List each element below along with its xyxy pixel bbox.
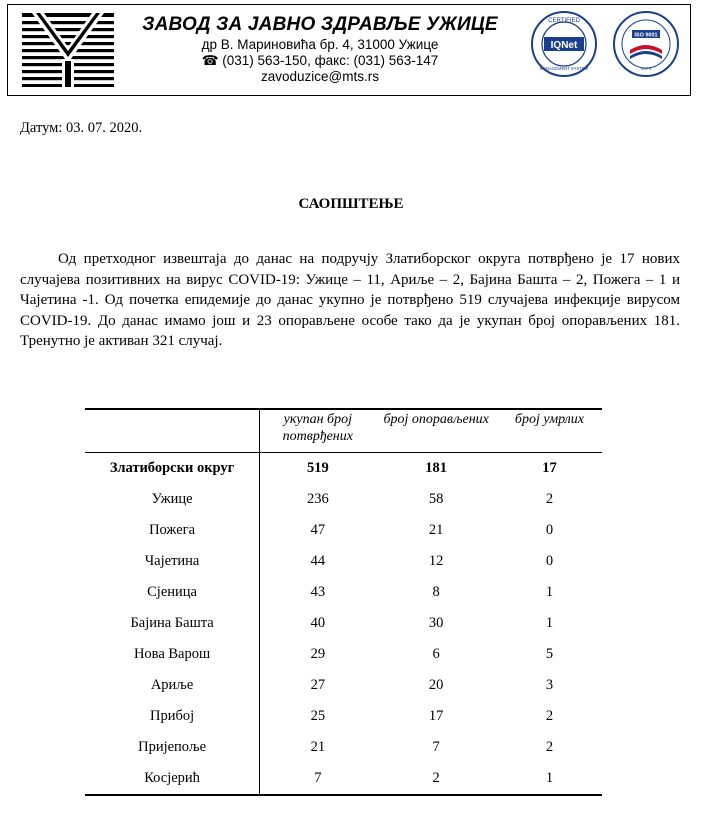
svg-text:ISO 9001: ISO 9001	[634, 32, 658, 39]
total-name: Златиборски округ	[85, 453, 260, 485]
organization-info	[120, 13, 520, 85]
header-municipality	[85, 409, 260, 453]
total-deaths: 17	[497, 453, 602, 485]
table-header-row	[85, 409, 602, 453]
table-row	[85, 515, 602, 546]
deaths-count: 0	[545, 522, 554, 538]
confirmed-count: 40	[310, 615, 326, 631]
confirmed-count: 25	[310, 708, 326, 724]
table-row	[85, 732, 602, 763]
table-row	[85, 484, 602, 515]
municipality-name: Пријепоље	[85, 732, 260, 763]
organization-email: zavoduzice@mts.rs	[261, 69, 379, 84]
municipality-name: Нова Варош	[85, 639, 260, 670]
deaths-count: 1	[497, 763, 602, 795]
table-row	[85, 608, 602, 639]
municipality-name: Бајина Башта	[85, 608, 260, 639]
municipality-name: Чајетина	[85, 546, 260, 577]
table-row	[85, 670, 602, 701]
recovered-count: 2	[375, 763, 496, 795]
organization-name: ЗАВОД ЗА ЈАВНО ЗДРАВЉЕ УЖИЦЕ	[142, 14, 498, 35]
municipality-name: Пожега	[85, 515, 260, 546]
svg-text:IQNet: IQNet	[550, 40, 578, 51]
recovered-count: 7	[432, 739, 440, 755]
svg-text:MANAGEMENT SYSTEM: MANAGEMENT SYSTEM	[539, 66, 589, 71]
confirmed-count: 21	[310, 739, 326, 755]
header-deaths: број умрлих	[514, 412, 584, 427]
svg-text:SRPS: SRPS	[640, 66, 652, 71]
deaths-count: 2	[545, 739, 554, 755]
municipality-name: Косјерић	[85, 763, 260, 795]
document-date: Датум: 03. 07. 2020.	[20, 120, 143, 136]
deaths-count: 2	[545, 708, 554, 724]
announcement-paragraph: Од претходног извештаја до данас на подручју Златиборског округа потврђено је 17 нових случајева позитивних на вирус COVID-19: Ужице – 11, Ариље – 2, Бајина Башта – 2, Пожега – 1 и Чајетина -1. Од почетка епидемије до данас укупно је потврђено 519 случајева инфекције вирусом COVID-19. До данас имамо још и 23 опорављене особе тако да је укупан број опорављених 181. Тренутно је активан 321 случај.	[20, 251, 680, 349]
municipality-name: Ужице	[85, 484, 260, 515]
recovered-count: 21	[428, 522, 444, 538]
deaths-count: 5	[545, 646, 554, 662]
iqnet-certification-seal-icon	[530, 10, 598, 78]
deaths-count: 1	[545, 615, 554, 631]
svg-text:CERTIFIED: CERTIFIED	[548, 18, 580, 24]
recovered-count: 8	[432, 584, 440, 600]
header-confirmed: укупан број потврђених	[282, 412, 353, 444]
recovered-count: 17	[428, 708, 444, 724]
document-heading: САОПШТЕЊЕ	[298, 196, 404, 212]
recovered-count: 12	[428, 553, 444, 569]
deaths-count: 1	[545, 584, 554, 600]
table-row	[85, 546, 602, 577]
total-recovered: 181	[375, 453, 496, 485]
table-row	[85, 577, 602, 608]
deaths-count: 2	[545, 491, 554, 507]
organization-address: др В. Мариновића бр. 4, 31000 Ужице	[201, 37, 439, 52]
header-recovered: број опорављених	[383, 412, 489, 427]
confirmed-count: 27	[310, 677, 326, 693]
table-row	[85, 763, 602, 795]
deaths-count: 0	[545, 553, 554, 569]
confirmed-count: 29	[310, 646, 326, 662]
institute-logo-icon	[22, 13, 114, 87]
total-confirmed: 519	[260, 453, 376, 485]
table-row-total	[85, 453, 602, 485]
municipality-name: Прибој	[85, 701, 260, 732]
letterhead	[7, 4, 691, 96]
confirmed-count: 43	[310, 584, 326, 600]
confirmed-count: 236	[306, 491, 329, 507]
covid-statistics-table	[85, 408, 602, 796]
recovered-count: 58	[428, 491, 444, 507]
table-row	[85, 639, 602, 670]
recovered-count: 30	[428, 615, 444, 631]
organization-phone-fax: ☎ (031) 563-150, факс: (031) 563-147	[201, 53, 439, 68]
iso-certification-seal-icon	[612, 10, 680, 78]
table-row	[85, 701, 602, 732]
municipality-name: Сјеница	[85, 577, 260, 608]
recovered-count: 6	[432, 646, 440, 662]
municipality-name: Ариље	[85, 670, 260, 701]
confirmed-count: 44	[310, 553, 326, 569]
confirmed-count: 7	[260, 763, 376, 795]
recovered-count: 20	[428, 677, 444, 693]
deaths-count: 3	[545, 677, 554, 693]
confirmed-count: 47	[310, 522, 326, 538]
